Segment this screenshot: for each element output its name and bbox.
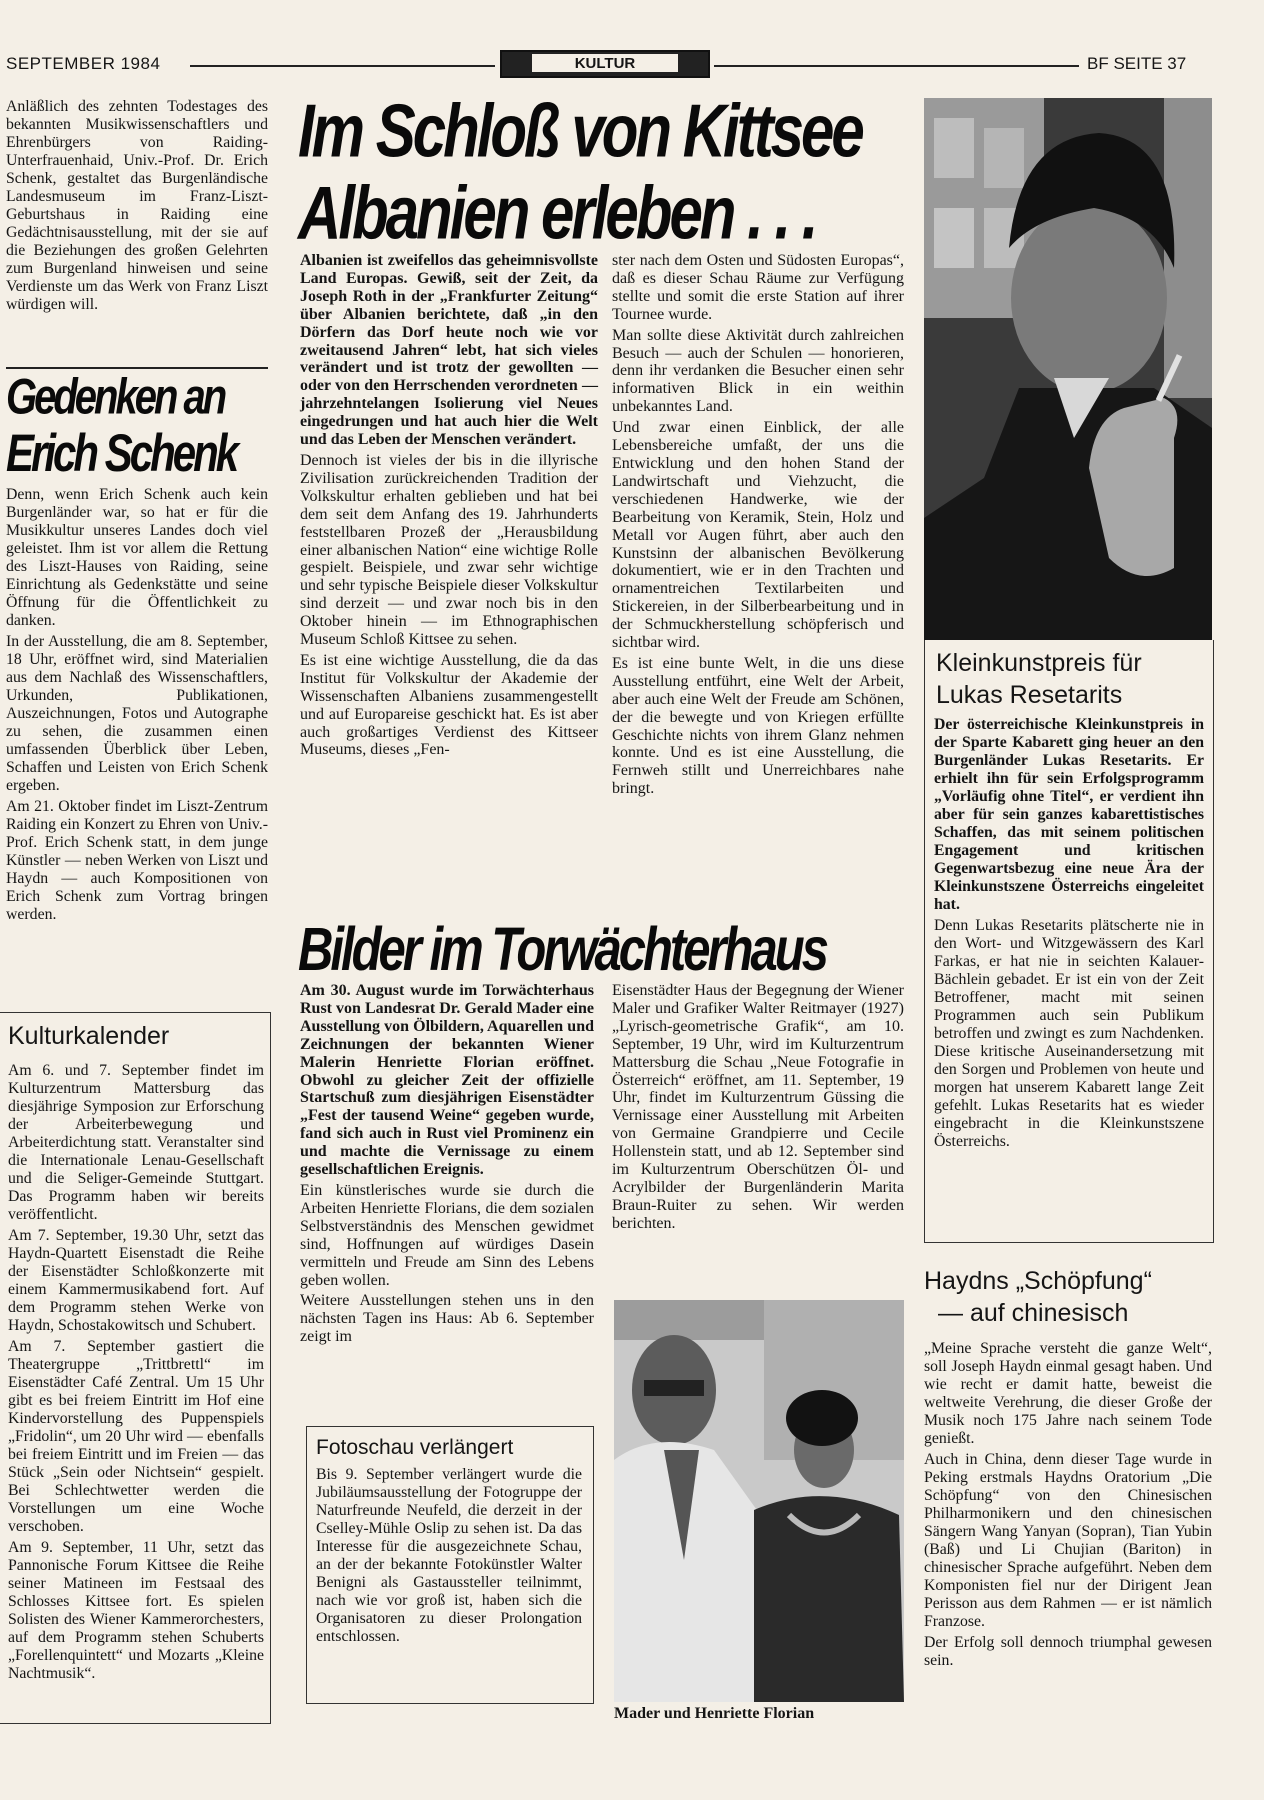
kleinkunst-p2: Denn Lukas Resetarits plätscherte nie in den Wort- und Witzgewässern des Karl Farkas, er hat nie in seichten Kalauer-Bächlein gebadet. Er ist ein von der Zeit Betroffener, macht mit seinen Programmen auch sein Publikum betroffen und zwingt es zum Nachdenken. Diese kritische Auseinandersetzung mit den Sorgen und Problemen von heute und morgen hat unserem Kabarett lange Zeit gefehlt. Lukas Resetarits hat es wieder eingebracht in die Kleinkunstszene Österreichs. [934,917,1204,1150]
schenk-intro [6,98,268,317]
haydn-p2: Auch in China, denn dieser Tage wurde in Peking erstmals Haydns Oratorium „Die Schöpfung“ von den Chinesischen Philharmonikern und den chinesischen Sängern Wang Yanyan (Sopran), Tian Yubin (Baß) und Li Chujian (Bariton) in chinesischer Sprache aufgeführt. Neben dem Komponisten fiel nur der Dirigent Jean Perisson aus dem Rahmen — er ist nämlich Franzose. [924,1451,1212,1630]
albanien-a-p3: Es ist eine wichtige Ausstellung, die da das Institut für Volkskultur der Akademie der Wissenschaften Albaniens zusammengestellt und auf Europareise geschickt hat. Es ist aber auch großartiges Verdienst des Kittseer Museums, dieses „Fen- [300,651,598,759]
schenk-p3: Am 21. Oktober findet im Liszt-Zentrum Raiding ein Konzert zu Ehren von Univ.-Prof. Erich Schenk statt, in dem junge Künstler — neben Werken von Liszt und Haydn — auch Kompositionen von Erich Schenk zum Vortrag bringen werden. [6,798,268,923]
kleinkunst-title-2: Lukas Resetarits [936,681,1123,709]
mader-florian-photo [614,1300,904,1702]
header-page: BF SEITE 37 [1087,54,1187,73]
section-label-text: KULTUR [532,54,678,72]
torwaechter-p3: Weitere Ausstellungen stehen uns in den nächsten Tagen ins Haus: Ab 6. September zeigt im [300,1292,594,1346]
kalender-p3: Am 7. September gastiert die Theatergruppe „Trittbrettl“ im Eisenstädter Café Zentral. Um 15 Uhr gibt es bei freiem Eintritt im Hof eine Kindervorstellung des Puppenspiels „Fridolin“, um 20 Uhr wird — ebenfalls bei freiem Eintritt und im Freien — das Stück „Sein oder Nichtsein“ gespielt. Bei Schlechtwetter werden die Vorstellungen um eine Woche verschoben. [8,1338,264,1535]
header-date: SEPTEMBER 1984 [6,54,161,73]
schenk-headline-2: Erich Schenk [6,423,237,482]
albanien-b-p2: Man sollte diese Aktivität durch zahlreichen Besuch — auch der Schulen — honorieren, denn ihr verdanken die Besucher einen sehr informativen Blick in ein weithin unbekanntes Land. [612,326,904,416]
torwaechter-lead: Am 30. August wurde im Torwächterhaus Rust von Landesrat Dr. Gerald Mader eine Ausstellung von Ölbildern, Aquarellen und Zeichnungen der bekannten Wiener Malerin Henriette Florian eröffnet. Obwohl zu gleicher Zeit der offizielle Startschuß zum diesjährigen Eisenstädter „Fest der tausend Weine“ gegeben wurde, fand sich auch in Rust viel Prominenz ein und machte die Vernissage zu einem gesellschaftlichen Ereignis. [300,982,594,1179]
kalender-text [8,1062,264,1686]
header-rule-left [190,65,495,67]
torwaechter-col-a [300,982,594,1349]
schenk-p1: Denn, wenn Erich Schenk auch kein Burgenländer war, so hat er für die Musikkultur unseres Landes doch viel geleistet. Ihm ist vor allem die Rettung des Liszt-Hauses von Raiding, seine Einrichtung als Gedenkstätte und seine Öffnung für die Öffentlichkeit zu danken. [6,486,268,629]
kleinkunst-lead: Der österreichische Kleinkunstpreis in der Sparte Kabarett ging heuer an den Burgenländer Lukas Resetarits. Er erhielt ihn für sein Erfolgsprogramm „Vorläufig ohne Titel“, er verdient ihn aber für sein ganzes kabarettistisches Schaffen, das mit seinem politischen Engagement und kritischen Gegenwartsbezug eine neue Ära der Kleinkunstszene Österreichs eingeleitet hat. [934,716,1204,913]
kleinkunst-text [934,716,1204,1154]
header-rule-right [714,65,1079,67]
schenk-p2: In der Ausstellung, die am 8. September, 18 Uhr, eröffnet wird, sind Materialien aus dem Nachlaß des Wissenschaftlers, Urkunden, Publikationen, Auszeichnungen, Fotos und Autographe zu sehen, die zusammen einen umfassenden Überblick über Leben, Schaffen und Leisten von Erich Schenk ergeben. [6,633,268,794]
haydn-p1: „Meine Sprache versteht die ganze Welt“, soll Joseph Haydn einmal gesagt haben. Und wie recht er damit hatte, beweist die weltweite Verehrung, die dieser Große der Musik noch 175 Jahre nach seinem Tode genießt. [924,1340,1212,1447]
photo-caption: Mader und Henriette Florian [614,1705,815,1722]
schenk-headline-1: Gedenken an [6,369,225,425]
haydn-text [924,1340,1212,1673]
albanien-b-p1: ster nach dem Osten und Südosten Europas“, daß es dieser Schau Räume zur Verfügung stellte und somit die erste Station auf ihrer Tournee wurde. [612,252,904,323]
torwaechter-b-p1: Eisenstädter Haus der Begegnung der Wiener Maler und Grafiker Walter Reitmayer (1927) „Lyrisch-geometrische Grafik“, am 10. September, 19 Uhr, wird im Kulturzentrum Mattersburg die Schau „Neue Fotografie in Österreich“ eröffnet, am 11. September, 19 Uhr, findet im Kulturzentrum Güssing die Vernissage einer Ausstellung mit Arbeiten von Germaine Grandpierre und Cecile Hollenstein statt, und ab 12. September sind im Kulturzentrum Oberschützen Öl- und Acrylbilder der Burgenländerin Marita Braun-Ruiter zu sehen. Wir werden berichten. [612,982,904,1232]
albanien-col-a [300,252,598,762]
albanien-b-p3: Und zwar einen Einblick, der alle Lebensbereiche umfaßt, der uns die Entwicklung und den hohen Stand der Landwirtschaft und Viehzucht, die verschiedenen Handwerke, wie der Bearbeitung von Keramik, Stein, Holz und Metall vor Augen führt, aber auch den Kunstsinn der albanischen Bevölkerung dokumentiert, wie er in den Trachten und ornamentreichen Textilarbeiten und Stickereien, in der Silberbearbeitung und in der Schmuckherstellung schöpferisch und sichtbar wird. [612,419,904,652]
haydn-title-1: Haydns „Schöpfung“ [924,1267,1152,1295]
kalender-p1: Am 6. und 7. September findet im Kulturzentrum Mattersburg das diesjährige Symposion zur Erforschung der Arbeiterbewegung und Arbeiterdichtung statt. Veranstalter sind die Internationale Lenau-Gesellschaft und die Seliger-Gemeinde Stuttgart. Das Programm haben wir bereits veröffentlicht. [8,1062,264,1223]
fotoschau-text-wrap [316,1466,582,1649]
torwaechter-col-b [612,982,904,1236]
kalender-p4: Am 9. September, 11 Uhr, setzt das Pannonische Forum Kittsee die Reihe seiner Matineen im Festsaal des Schlosses Kittsee fort. Es spielen Solisten des Wiener Kammerorchesters, auf dem Programm stehen Schuberts „Forellenquintett“ und Mozarts „Kleine Nachtmusik“. [8,1539,264,1682]
albanien-b-p4: Es ist eine bunte Welt, in die uns diese Ausstellung entführt, eine Welt der Arbeit, aber auch eine Welt der Freude am Schönen, der die bewegte und von Kriegen erfüllte Geschichte nichts von ihrem Glanz nehmen konnte. Und es ist eine Ausstellung, die Fernweh stillt und Unerreichbares nahe bringt. [612,654,904,798]
albanien-headline-2: Albanien erleben . . . [298,171,816,255]
schenk-intro-text: Anläßlich des zehnten Todestages des bekannten Musikwissenschaftlers und Ehrenbürgers von Raiding-Unterfrauenhaid, Univ.-Prof. Dr. Erich Schenk, gestaltet das Burgenländische Landesmuseum im Franz-Liszt-Geburtshaus in Raiding eine Gedächtnisausstellung, mit der sie auf die Beziehungen des großen Gelehrten zum Burgenland hinweisen und seine Verdienste um das Werk von Franz Liszt würdigen will. [6,98,268,313]
kleinkunst-title-1: Kleinkunstpreis für [936,649,1142,677]
albanien-col-b [612,252,904,801]
torwaechter-p2: Ein künstlerisches wurde sie durch die Arbeiten Henriette Florians, die dem sozialen Selbstverständnis des Menschen gewidmet sind, Hoffnungen auf würdiges Dasein vermitteln und Freude am Sinn des Lebens geben wollen. [300,1181,594,1289]
albanien-a-p1: Albanien ist zweifellos das geheimnisvollste Land Europas. Gewiß, seit der Zeit, da Joseph Roth in der „Frankfurter Zeitung“ über Albanien berichtete, daß „in den Dörfern das Dorf heute noch wie vor zweitausend Jahren“ lebt, hat sich vieles verändert und ist trotz der gewollten — oder von den Herrschenden verordneten — jahrzehntelangen Isolierung viel Neues eingedrungen und hat auch hier die Welt und das Leben der Menschen verändert. [300,252,598,449]
haydn-p3: Der Erfolg soll dennoch triumphal gewesen sein. [924,1634,1212,1669]
resetarits-photo [924,98,1212,640]
kalender-title: Kulturkalender [8,1022,170,1050]
albanien-a-p2: Dennoch ist vieles der bis in die illyrische Zivilisation zurückreichenden Tradition der Volkskultur erhalten geblieben und hat bei dem seit dem Anfang des 19. Jahrhunderts feststellbaren Prozeß der „Herausbildung einer albanischen Nation“ eine wichtige Rolle gespielt. Beispiele, und zwar sehr wichtige und sehr typische Beispiele dieser Volkskultur sind derzeit — und zwar noch bis in den Oktober hinein — im Ethnographischen Museum Schloß Kittsee zu sehen. [300,451,598,649]
section-label [500,50,710,78]
schenk-article [6,486,268,927]
torwaechter-headline: Bilder im Torwächterhaus [298,916,826,984]
haydn-title-2: — auf chinesisch [938,1299,1129,1327]
fotoschau-text: Bis 9. September verlängert wurde die Jubiläumsausstellung der Fotogruppe der Naturfreunde Neufeld, die derzeit in der Cselley-Mühle Oslip zu sehen ist. Da das Interesse für die ausgezeichnete Schau, an der der bekannte Fotokünstler Walter Benigni als Gastaussteller teilnimmt, nach wie vor groß ist, haben sich die Organisatoren zu dieser Prolongation entschlossen. [316,1466,582,1645]
fotoschau-title: Fotoschau verlängert [316,1436,514,1459]
albanien-headline-1: Im Schloß von Kittsee [298,89,862,173]
kalender-p2: Am 7. September, 19.30 Uhr, setzt das Haydn-Quartett Eisenstadt die Reihe der Eisenstädter Schloßkonzerte mit einem Kammermusikabend fort. Auf dem Programm stehen Werke von Haydn, Schostakowitsch und Schubert. [8,1227,264,1334]
